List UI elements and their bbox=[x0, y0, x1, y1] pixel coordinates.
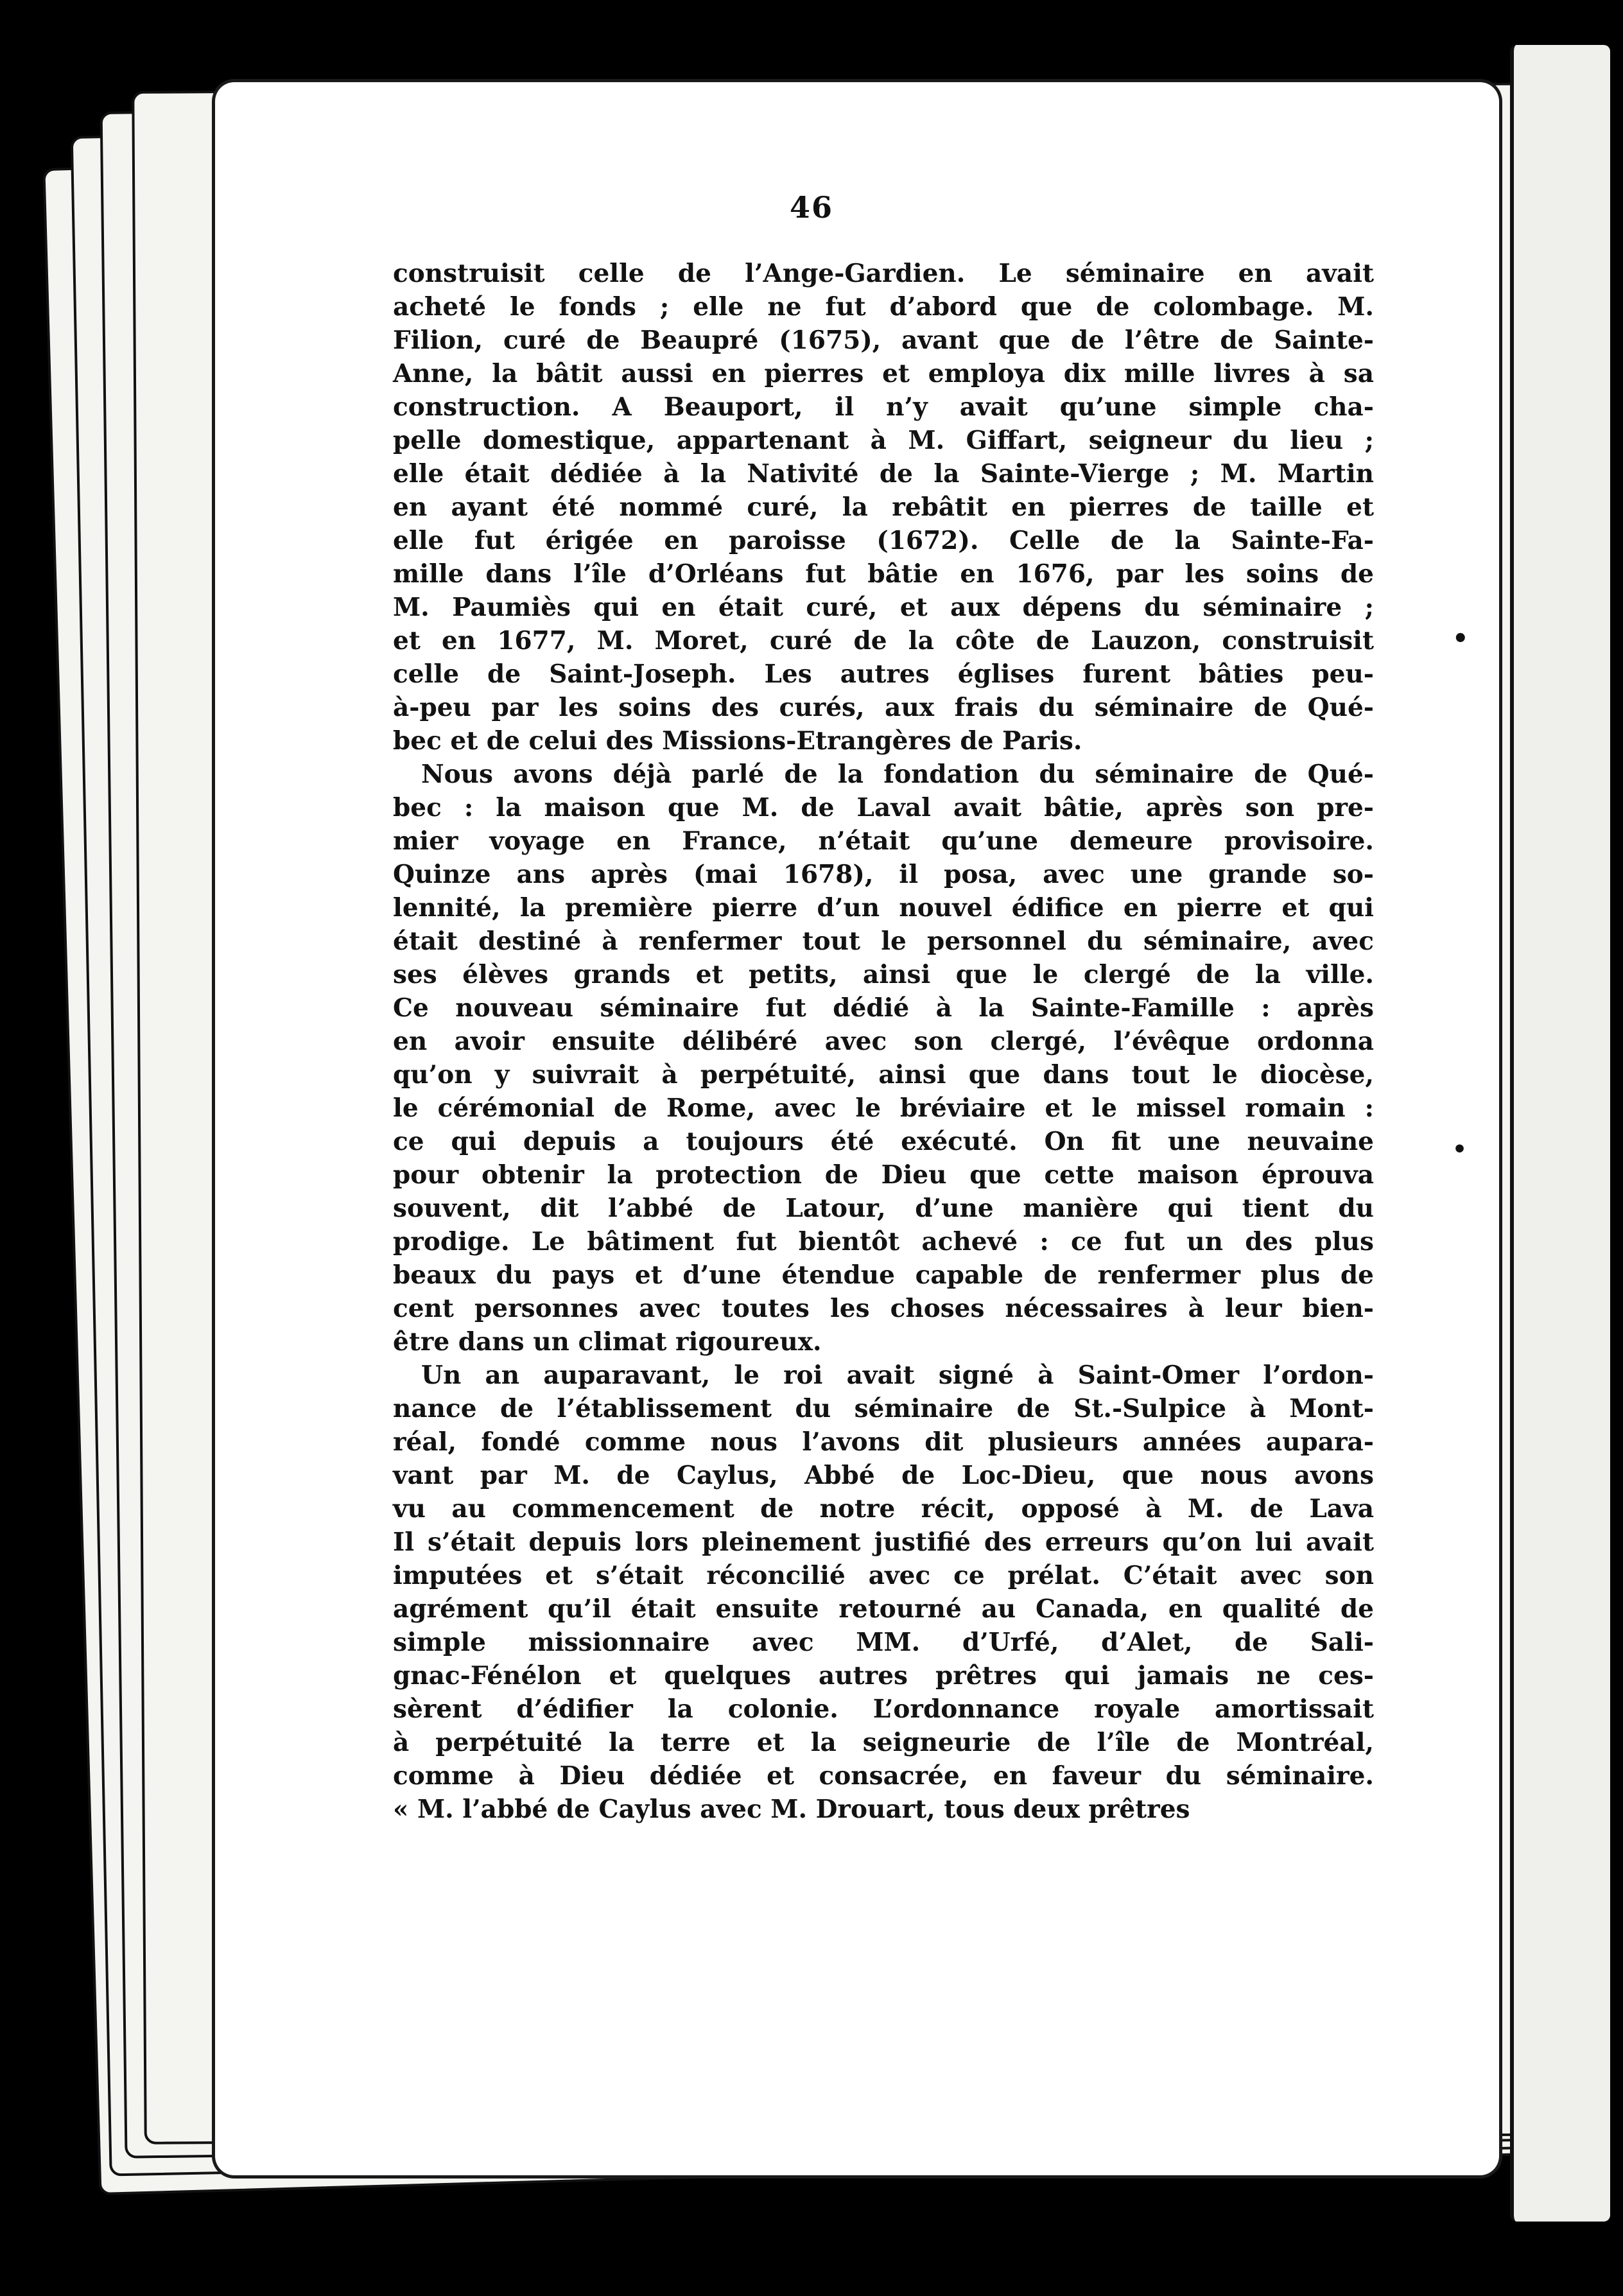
text-line: souvent, dit l’abbé de Latour, d’une manière qui tient du bbox=[393, 1194, 1374, 1223]
text-line: vu au commencement de notre récit, opposé à M. de Lava bbox=[393, 1494, 1374, 1524]
text-line: qu’on y suivrait à perpétuité, ainsi que dans tout le diocèse, bbox=[393, 1060, 1374, 1090]
text-line: était destiné à renfermer tout le personnel du séminaire, avec bbox=[393, 926, 1374, 956]
text-line: Ce nouveau séminaire fut dédié à la Sainte-Famille : après bbox=[393, 993, 1374, 1023]
text-line: bec et de celui des Missions-Etrangères de Paris. bbox=[393, 726, 1082, 756]
text-line: être dans un climat rigoureux. bbox=[393, 1327, 822, 1357]
text-line: agrément qu’il était ensuite retourné au Canada, en qualité de bbox=[393, 1594, 1374, 1624]
scan-speck: • bbox=[1452, 624, 1469, 654]
scan-speck: • bbox=[1452, 1136, 1468, 1163]
text-line: à-peu par les soins des curés, aux frais du séminaire de Qué- bbox=[393, 693, 1374, 722]
text-line: mier voyage en France, n’était qu’une demeure provisoire. bbox=[393, 826, 1374, 856]
text-line: nance de l’établissement du séminaire de St.-Sulpice à Mont- bbox=[393, 1394, 1374, 1423]
text-line: bec : la maison que M. de Laval avait bâtie, après son pre- bbox=[393, 793, 1374, 822]
paragraph bbox=[393, 257, 1374, 758]
body-text bbox=[393, 257, 1374, 1826]
text-line: gnac-Fénélon et quelques autres prêtres qui jamais ne ces- bbox=[393, 1661, 1374, 1691]
text-line: Nous avons déjà parlé de la fondation du séminaire de Qué- bbox=[421, 760, 1374, 789]
text-line: vant par M. de Caylus, Abbé de Loc-Dieu, que nous avons bbox=[393, 1461, 1374, 1490]
text-line: mille dans l’île d’Orléans fut bâtie en 1676, par les soins de bbox=[393, 559, 1374, 589]
facing-page-edge bbox=[1510, 45, 1610, 2222]
text-line: en avoir ensuite délibéré avec son clergé, l’évêque ordonna bbox=[393, 1027, 1374, 1056]
text-line: ce qui depuis a toujours été exécuté. On fit une neuvaine bbox=[393, 1127, 1374, 1156]
text-line: elle fut érigée en paroisse (1672). Celle de la Sainte-Fa- bbox=[393, 526, 1374, 555]
text-line: pelle domestique, appartenant à M. Giffart, seigneur du lieu ; bbox=[393, 426, 1374, 455]
text-line: cent personnes avec toutes les choses nécessaires à leur bien- bbox=[393, 1294, 1374, 1323]
text-line: pour obtenir la protection de Dieu que cette maison éprouva bbox=[393, 1160, 1374, 1190]
text-line: construction. A Beauport, il n’y avait qu’une simple cha- bbox=[393, 392, 1374, 422]
paragraph bbox=[393, 1359, 1374, 1826]
text-line: Il s’était depuis lors pleinement justifié des erreurs qu’on lui avait bbox=[393, 1527, 1374, 1557]
page-number: 46 bbox=[789, 190, 833, 225]
text-line: en ayant été nommé curé, la rebâtit en pierres de taille et bbox=[393, 492, 1374, 522]
text-line: lennité, la première pierre d’un nouvel édifice en pierre et qui bbox=[393, 893, 1374, 923]
text-line: imputées et s’était réconcilié avec ce prélat. C’était avec son bbox=[393, 1561, 1374, 1590]
text-line: beaux du pays et d’une étendue capable de renfermer plus de bbox=[393, 1260, 1374, 1290]
text-line: simple missionnaire avec MM. d’Urfé, d’Alet, de Sali- bbox=[393, 1628, 1374, 1657]
text-line: construisit celle de l’Ange-Gardien. Le séminaire en avait bbox=[393, 259, 1374, 288]
text-line: sèrent d’édifier la colonie. L’ordonnance royale amortissait bbox=[393, 1694, 1374, 1724]
text-line: elle était dédiée à la Nativité de la Sainte-Vierge ; M. Martin bbox=[393, 459, 1374, 489]
text-line: Filion, curé de Beaupré (1675), avant que de l’être de Sainte- bbox=[393, 326, 1374, 355]
text-line: « M. l’abbé de Caylus avec M. Drouart, tous deux prêtres bbox=[393, 1795, 1190, 1824]
paragraph bbox=[393, 758, 1374, 1359]
text-line: prodige. Le bâtiment fut bientôt achevé : ce fut un des plus bbox=[393, 1227, 1374, 1257]
text-line: Anne, la bâtit aussi en pierres et employa dix mille livres à sa bbox=[393, 359, 1374, 388]
text-line: réal, fondé comme nous l’avons dit plusieurs années aupara- bbox=[393, 1427, 1374, 1457]
text-line: à perpétuité la terre et la seigneurie de l’île de Montréal, bbox=[393, 1728, 1374, 1757]
text-line: Un an auparavant, le roi avait signé à Saint-Omer l’ordon- bbox=[421, 1361, 1374, 1390]
text-line: M. Paumiès qui en était curé, et aux dépens du séminaire ; bbox=[393, 593, 1374, 622]
text-line: acheté le fonds ; elle ne fut d’abord que de colombage. M. bbox=[393, 292, 1374, 322]
text-line: et en 1677, M. Moret, curé de la côte de Lauzon, construisit bbox=[393, 626, 1374, 656]
text-line: le cérémonial de Rome, avec le bréviaire et le missel romain : bbox=[393, 1093, 1374, 1123]
text-line: celle de Saint-Joseph. Les autres églises furent bâties peu- bbox=[393, 659, 1374, 689]
text-line: comme à Dieu dédiée et consacrée, en faveur du séminaire. bbox=[393, 1761, 1374, 1791]
text-line: ses élèves grands et petits, ainsi que le clergé de la ville. bbox=[393, 960, 1374, 989]
text-line: Quinze ans après (mai 1678), il posa, avec une grande so- bbox=[393, 860, 1374, 889]
